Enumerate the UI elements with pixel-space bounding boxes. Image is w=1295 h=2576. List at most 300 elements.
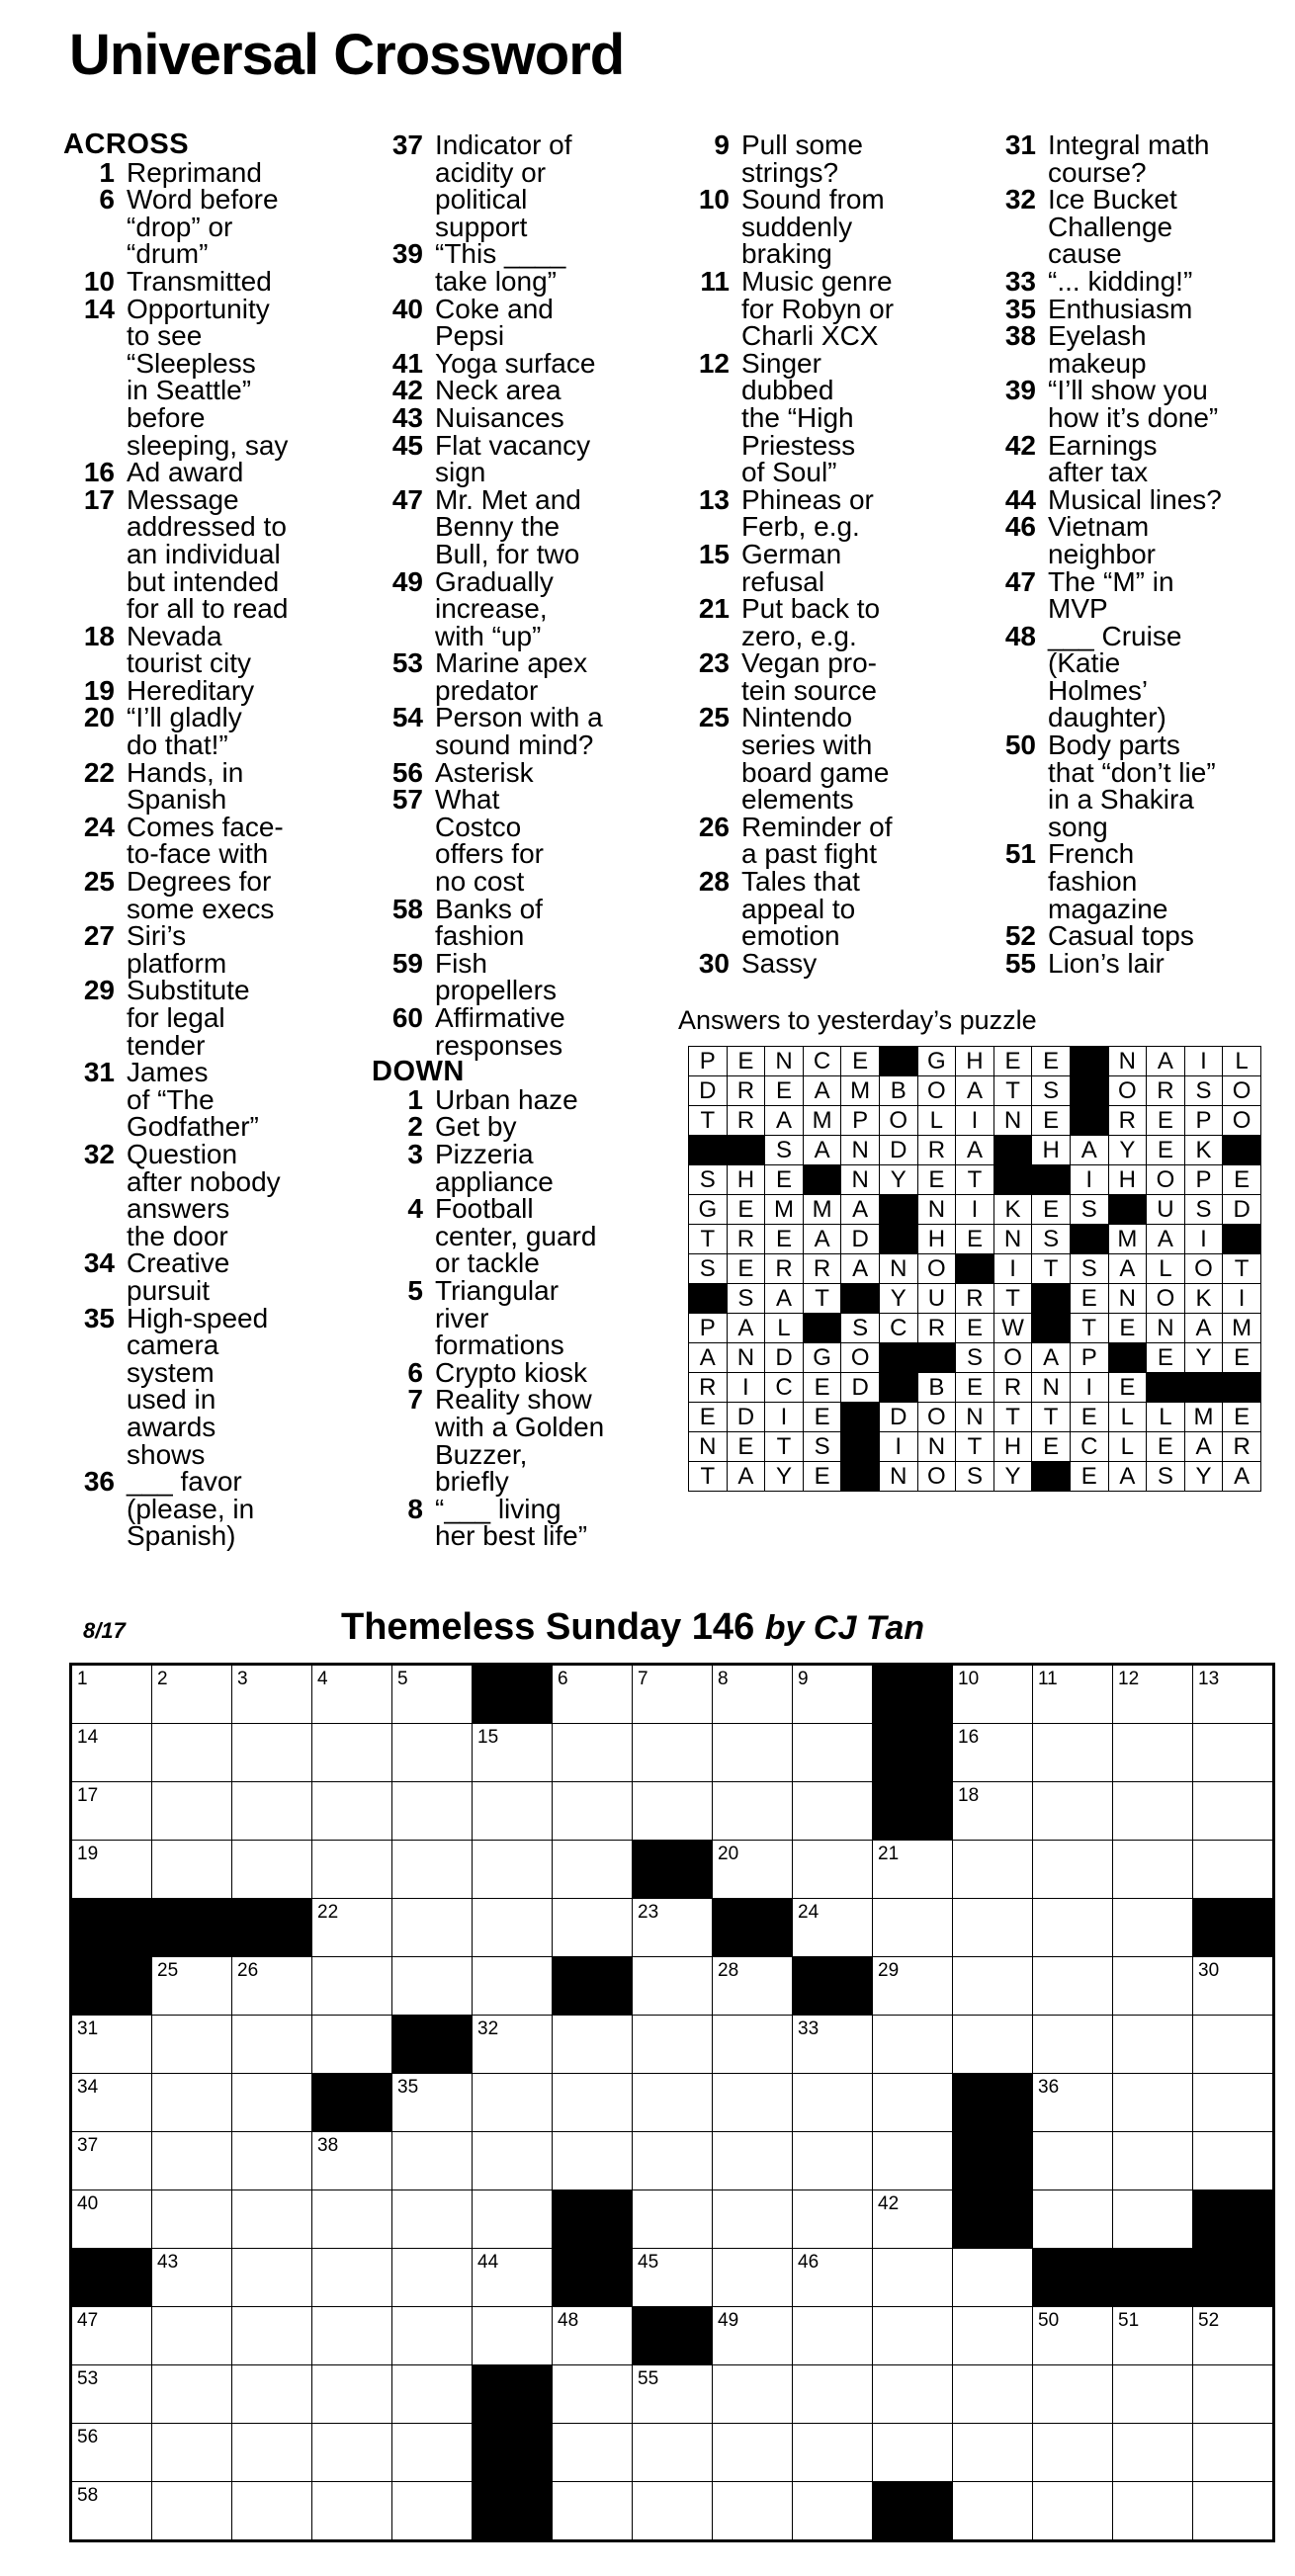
grid-cell[interactable] — [152, 2249, 232, 2307]
answer-cell: N — [917, 1195, 956, 1225]
grid-cell[interactable] — [71, 2132, 152, 2190]
grid-cell[interactable] — [1033, 1899, 1113, 1957]
clue-number: 32 — [83, 1138, 115, 1169]
grid-cell[interactable] — [953, 2307, 1033, 2365]
grid-cell[interactable] — [312, 1957, 392, 2016]
grid-cell[interactable] — [953, 1841, 1033, 1899]
clue-line: German — [741, 538, 842, 569]
cell-number: 35 — [397, 2077, 419, 2098]
grid-cell[interactable] — [312, 2307, 392, 2365]
grid-cell[interactable] — [713, 2424, 793, 2482]
grid-cell[interactable] — [392, 2424, 473, 2482]
clue-line: tein source — [741, 674, 877, 706]
answer-cell: M — [1108, 1225, 1147, 1254]
grid-cell[interactable] — [873, 2190, 953, 2249]
answer-cell: E — [1070, 1403, 1108, 1432]
grid-cell[interactable] — [953, 1957, 1033, 2016]
grid-cell[interactable] — [312, 2424, 392, 2482]
black-square — [1033, 2249, 1113, 2307]
clue-line: predator — [435, 674, 539, 706]
grid-cell[interactable] — [312, 1665, 392, 1724]
grid-cell[interactable] — [873, 1957, 953, 2016]
clue-line: Eyelash — [1048, 320, 1147, 352]
clue-down-23 — [678, 649, 965, 704]
grid-cell[interactable] — [793, 2424, 873, 2482]
grid-cell[interactable] — [713, 2016, 793, 2074]
clue-text — [435, 565, 554, 651]
grid-cell[interactable] — [1193, 2482, 1274, 2541]
answer-cell: R — [917, 1314, 956, 1343]
grid-cell[interactable] — [553, 1782, 633, 1841]
grid-cell[interactable] — [633, 2132, 713, 2190]
answer-cell: I — [993, 1254, 1032, 1284]
grid-cell[interactable] — [152, 1724, 232, 1782]
grid-cell[interactable] — [553, 1899, 633, 1957]
grid-cell[interactable] — [953, 1782, 1033, 1841]
grid-cell[interactable] — [793, 1899, 873, 1957]
grid-cell[interactable] — [633, 2424, 713, 2482]
grid-cell[interactable] — [633, 2016, 713, 2074]
grid-cell[interactable] — [873, 2249, 953, 2307]
grid-cell[interactable] — [392, 2074, 473, 2132]
grid-cell[interactable] — [1113, 1724, 1193, 1782]
grid-cell[interactable] — [633, 2482, 713, 2541]
grid-cell[interactable] — [1113, 1899, 1193, 1957]
grid-cell[interactable] — [392, 2132, 473, 2190]
grid-cell[interactable] — [71, 2190, 152, 2249]
grid-cell[interactable] — [553, 2016, 633, 2074]
grid-cell[interactable] — [953, 2482, 1033, 2541]
grid-cell[interactable] — [793, 2132, 873, 2190]
clue-line: a past fight — [741, 838, 877, 870]
grid-cell[interactable] — [152, 1782, 232, 1841]
grid-cell[interactable] — [1193, 2074, 1274, 2132]
grid-cell[interactable] — [232, 1724, 312, 1782]
puzzle-date: 8/17 — [83, 1618, 126, 1643]
grid-cell[interactable] — [473, 1724, 553, 1782]
clue-text — [127, 977, 250, 1059]
grid-cell[interactable] — [953, 1899, 1033, 1957]
grid-cell[interactable] — [553, 2132, 633, 2190]
grid-cell[interactable] — [793, 1724, 873, 1782]
grid-cell[interactable] — [553, 2365, 633, 2424]
grid-cell[interactable] — [312, 1841, 392, 1899]
black-square — [873, 1665, 953, 1724]
grid-cell[interactable] — [312, 1724, 392, 1782]
grid-cell[interactable] — [953, 2424, 1033, 2482]
grid-cell[interactable] — [312, 2190, 392, 2249]
grid-cell[interactable] — [1113, 2365, 1193, 2424]
answer-cell: E — [1032, 1195, 1071, 1225]
grid-cell[interactable] — [793, 1665, 873, 1724]
grid-cell[interactable] — [1033, 2190, 1113, 2249]
clue-line: Earnings — [1048, 429, 1158, 461]
clue-line: “This ____ — [435, 238, 566, 270]
grid-cell[interactable] — [713, 2482, 793, 2541]
grid-cell[interactable] — [152, 1841, 232, 1899]
answer-cell: E — [1108, 1314, 1147, 1343]
answer-cell: Y — [765, 1462, 804, 1492]
grid-cell[interactable] — [152, 1957, 232, 2016]
grid-cell[interactable] — [1113, 1782, 1193, 1841]
grid-cell[interactable] — [71, 1841, 152, 1899]
grid-cell[interactable] — [953, 1724, 1033, 1782]
grid-cell[interactable] — [312, 2132, 392, 2190]
grid-cell[interactable] — [473, 2190, 553, 2249]
grid-cell[interactable] — [1193, 2307, 1274, 2365]
grid-cell[interactable] — [232, 1782, 312, 1841]
grid-cell[interactable] — [793, 1841, 873, 1899]
answer-cell: P — [841, 1106, 880, 1136]
grid-cell[interactable] — [713, 1724, 793, 1782]
clue-text — [1048, 377, 1218, 431]
grid-cell[interactable] — [473, 1782, 553, 1841]
grid-cell[interactable] — [1193, 1665, 1274, 1724]
grid-cell[interactable] — [713, 2074, 793, 2132]
clue-line: but intended — [127, 565, 280, 597]
grid-cell[interactable] — [1193, 1957, 1274, 2016]
grid-cell[interactable] — [392, 1665, 473, 1724]
grid-cell[interactable] — [1193, 1841, 1274, 1899]
clue-line: zero, e.g. — [741, 620, 857, 651]
clue-across-57 — [372, 784, 658, 898]
answer-cell: O — [917, 1254, 956, 1284]
grid-cell[interactable] — [232, 1665, 312, 1724]
answer-cell: A — [1223, 1462, 1261, 1492]
grid-cell[interactable] — [633, 2249, 713, 2307]
grid-cell[interactable] — [392, 1957, 473, 2016]
grid-cell[interactable] — [473, 2132, 553, 2190]
clue-text — [1048, 947, 1165, 979]
grid-cell[interactable] — [1033, 2132, 1113, 2190]
grid-cell[interactable] — [71, 2307, 152, 2365]
clue-text — [741, 649, 877, 704]
clue-line: Triangular — [435, 1274, 560, 1306]
grid-cell[interactable] — [713, 2249, 793, 2307]
answer-cell: E — [765, 1076, 804, 1106]
grid-cell[interactable] — [473, 2074, 553, 2132]
black-square — [1032, 1284, 1071, 1314]
cell-number: 50 — [1038, 2310, 1060, 2331]
grid-cell[interactable] — [713, 1665, 793, 1724]
grid-cell[interactable] — [152, 2307, 232, 2365]
grid-cell[interactable] — [473, 2249, 553, 2307]
clue-line: daughter) — [1048, 702, 1166, 733]
grid-cell[interactable] — [1193, 1782, 1274, 1841]
clue-down-31 — [985, 131, 1271, 186]
answer-cell: I — [765, 1403, 804, 1432]
clue-line: to-face with — [127, 838, 269, 870]
grid-cell[interactable] — [152, 2074, 232, 2132]
black-square — [803, 1314, 841, 1343]
clue-line: (please, in — [127, 1493, 255, 1524]
grid-cell[interactable] — [473, 2016, 553, 2074]
clue-text — [127, 756, 244, 816]
grid-cell[interactable] — [152, 2016, 232, 2074]
grid-cell[interactable] — [392, 1782, 473, 1841]
grid-cell[interactable] — [1033, 1724, 1113, 1782]
grid-cell[interactable] — [953, 2016, 1033, 2074]
grid-cell[interactable] — [873, 2424, 953, 2482]
grid-cell[interactable] — [553, 1841, 633, 1899]
grid-cell[interactable] — [1033, 1957, 1113, 2016]
clue-number: 52 — [1004, 920, 1036, 952]
grid-cell[interactable] — [312, 2016, 392, 2074]
grid-cell[interactable] — [553, 1665, 633, 1724]
black-square — [473, 2365, 553, 2424]
cell-number: 16 — [958, 1727, 980, 1748]
clue-text — [741, 483, 874, 543]
grid-cell[interactable] — [633, 1665, 713, 1724]
grid-cell[interactable] — [633, 2190, 713, 2249]
grid-cell[interactable] — [71, 1724, 152, 1782]
grid-cell[interactable] — [553, 2074, 633, 2132]
grid-cell[interactable] — [633, 2074, 713, 2132]
clue-down-5 — [372, 1274, 658, 1361]
grid-cell[interactable] — [1193, 2132, 1274, 2190]
answer-cell: R — [1223, 1432, 1261, 1462]
clue-line: Neck area — [435, 375, 561, 406]
grid-cell[interactable] — [953, 2365, 1033, 2424]
grid-cell[interactable] — [1113, 1957, 1193, 2016]
clue-line: take long” — [435, 265, 557, 297]
grid-cell[interactable] — [1113, 2132, 1193, 2190]
grid-cell[interactable] — [71, 1782, 152, 1841]
answer-cell: M — [841, 1076, 880, 1106]
grid-cell[interactable] — [71, 2482, 152, 2541]
grid-cell[interactable] — [713, 1841, 793, 1899]
cell-number: 22 — [317, 1902, 339, 1923]
grid-cell[interactable] — [392, 2482, 473, 2541]
black-square — [1108, 1195, 1147, 1225]
cell-number: 52 — [1198, 2310, 1220, 2331]
grid-cell[interactable] — [633, 1724, 713, 1782]
grid-cell[interactable] — [392, 2307, 473, 2365]
grid-cell[interactable] — [71, 2365, 152, 2424]
grid-cell[interactable] — [392, 1841, 473, 1899]
grid-cell[interactable] — [633, 1782, 713, 1841]
grid-cell[interactable] — [1033, 2482, 1113, 2541]
clue-line: her best life” — [435, 1520, 588, 1552]
grid-cell[interactable] — [1033, 1782, 1113, 1841]
black-square — [879, 1195, 917, 1225]
answer-cell: E — [956, 1373, 994, 1403]
answer-cell: R — [1147, 1076, 1185, 1106]
grid-cell[interactable] — [553, 1724, 633, 1782]
grid-cell[interactable] — [793, 2074, 873, 2132]
clue-number: 42 — [1004, 429, 1036, 461]
grid-cell[interactable] — [152, 2190, 232, 2249]
grid-cell[interactable] — [152, 2132, 232, 2190]
clue-number: 48 — [1004, 620, 1036, 651]
grid-cell[interactable] — [633, 2365, 713, 2424]
grid-cell[interactable] — [392, 1724, 473, 1782]
grid-cell[interactable] — [232, 1841, 312, 1899]
black-square — [879, 1225, 917, 1254]
grid-cell[interactable] — [713, 2365, 793, 2424]
grid-cell[interactable] — [1193, 2424, 1274, 2482]
grid-cell[interactable] — [71, 1665, 152, 1724]
grid-cell[interactable] — [873, 2365, 953, 2424]
clue-line: Message — [127, 483, 239, 515]
grid-cell[interactable] — [1113, 2424, 1193, 2482]
grid-cell[interactable] — [71, 2016, 152, 2074]
grid-cell[interactable] — [1033, 2016, 1113, 2074]
grid-cell[interactable] — [1193, 1724, 1274, 1782]
grid-cell[interactable] — [1033, 2365, 1113, 2424]
clue-line: appeal to — [741, 893, 856, 924]
grid-cell[interactable] — [633, 1957, 713, 2016]
clue-line: Lion’s lair — [1048, 947, 1165, 979]
grid-cell[interactable] — [232, 2132, 312, 2190]
grid-cell[interactable] — [232, 2190, 312, 2249]
grid-cell[interactable] — [1113, 2016, 1193, 2074]
grid-cell[interactable] — [473, 2307, 553, 2365]
grid-cell[interactable] — [793, 2190, 873, 2249]
clue-across-37 — [372, 131, 658, 240]
grid-cell[interactable] — [152, 1665, 232, 1724]
cell-number: 40 — [77, 2193, 99, 2214]
answer-cell: C — [803, 1047, 841, 1076]
clue-line: Hands, in — [127, 756, 244, 788]
grid-cell[interactable] — [873, 1841, 953, 1899]
grid-cell[interactable] — [232, 2074, 312, 2132]
clue-down-32 — [985, 186, 1271, 268]
answer-cell: S — [1070, 1254, 1108, 1284]
clue-text — [435, 1195, 596, 1277]
clue-number: 32 — [1004, 184, 1036, 215]
grid-cell[interactable] — [392, 2249, 473, 2307]
grid-cell[interactable] — [1113, 2482, 1193, 2541]
grid-cell[interactable] — [232, 2424, 312, 2482]
grid-cell[interactable] — [71, 2424, 152, 2482]
grid-cell[interactable] — [633, 1899, 713, 1957]
black-square — [1032, 1314, 1071, 1343]
grid-cell[interactable] — [793, 2482, 873, 2541]
grid-cell[interactable] — [1113, 1841, 1193, 1899]
clue-number: 28 — [698, 866, 730, 898]
grid-cell[interactable] — [1113, 2307, 1193, 2365]
answer-cell: E — [1223, 1165, 1261, 1195]
answer-cell: M — [1223, 1314, 1261, 1343]
answer-cell: O — [1223, 1076, 1261, 1106]
clue-line: propellers — [435, 975, 557, 1006]
grid-cell[interactable] — [1113, 2074, 1193, 2132]
grid-cell[interactable] — [953, 1665, 1033, 1724]
grid-cell[interactable] — [1113, 1665, 1193, 1724]
grid-cell[interactable] — [553, 2482, 633, 2541]
grid-cell[interactable] — [473, 1841, 553, 1899]
grid-cell[interactable] — [152, 2482, 232, 2541]
grid-cell[interactable] — [312, 1782, 392, 1841]
grid-cell[interactable] — [312, 2249, 392, 2307]
grid-cell[interactable] — [1033, 2307, 1113, 2365]
grid-cell[interactable] — [473, 1899, 553, 1957]
clue-across-41 — [372, 347, 658, 379]
grid-cell[interactable] — [873, 2016, 953, 2074]
grid-cell[interactable] — [713, 1957, 793, 2016]
grid-cell[interactable] — [232, 2016, 312, 2074]
cell-number: 17 — [77, 1785, 99, 1806]
grid-cell[interactable] — [1193, 2016, 1274, 2074]
grid-cell[interactable] — [152, 2424, 232, 2482]
cell-number: 56 — [77, 2427, 99, 2447]
grid-cell[interactable] — [793, 2307, 873, 2365]
grid-cell[interactable] — [392, 2190, 473, 2249]
black-square — [689, 1284, 728, 1314]
grid-cell[interactable] — [713, 2132, 793, 2190]
grid-cell[interactable] — [873, 2132, 953, 2190]
grid-cell[interactable] — [232, 2307, 312, 2365]
clue-number: 20 — [83, 702, 115, 733]
grid-cell[interactable] — [312, 2482, 392, 2541]
grid-cell[interactable] — [232, 2365, 312, 2424]
clue-text — [741, 947, 818, 979]
clue-number: 53 — [391, 647, 423, 679]
grid-cell[interactable] — [713, 2190, 793, 2249]
grid-cell[interactable] — [713, 2307, 793, 2365]
grid-cell[interactable] — [1193, 2365, 1274, 2424]
clue-down-11 — [678, 265, 965, 352]
black-square — [841, 1284, 880, 1314]
clue-line: Transmitted — [127, 265, 272, 297]
grid-cell[interactable] — [953, 2249, 1033, 2307]
grid-cell[interactable] — [312, 1899, 392, 1957]
grid-cell[interactable] — [1113, 2190, 1193, 2249]
grid-cell[interactable] — [713, 1782, 793, 1841]
clue-line: awards — [127, 1411, 216, 1442]
answer-cell: E — [727, 1195, 765, 1225]
answer-cell: L — [1147, 1254, 1185, 1284]
grid-cell[interactable] — [232, 1957, 312, 2016]
grid-cell[interactable] — [793, 2249, 873, 2307]
grid-cell[interactable] — [793, 1782, 873, 1841]
grid-cell[interactable] — [1033, 2074, 1113, 2132]
grid-cell[interactable] — [1033, 1665, 1113, 1724]
grid-cell[interactable] — [873, 2074, 953, 2132]
answer-cell: S — [765, 1136, 804, 1165]
grid-cell[interactable] — [232, 2482, 312, 2541]
answer-cell: K — [993, 1195, 1032, 1225]
grid-cell[interactable] — [553, 2424, 633, 2482]
grid-cell[interactable] — [392, 1899, 473, 1957]
grid-cell[interactable] — [392, 2365, 473, 2424]
grid-cell[interactable] — [312, 2365, 392, 2424]
clue-line: Indicator of — [435, 129, 572, 160]
clue-text — [741, 186, 885, 268]
grid-cell[interactable] — [152, 2365, 232, 2424]
grid-cell[interactable] — [873, 1899, 953, 1957]
clue-across-34 — [63, 1249, 360, 1304]
grid-cell[interactable] — [793, 2016, 873, 2074]
grid-cell[interactable] — [473, 1957, 553, 2016]
clue-line: Bull, for two — [435, 538, 580, 569]
answer-cell: N — [879, 1462, 917, 1492]
clue-line: James — [127, 1057, 209, 1088]
grid-cell[interactable] — [873, 2307, 953, 2365]
grid-cell[interactable] — [1033, 1841, 1113, 1899]
grid-cell[interactable] — [232, 2249, 312, 2307]
grid-cell[interactable] — [71, 2074, 152, 2132]
clue-across-24 — [63, 811, 360, 870]
cell-number: 33 — [798, 2018, 820, 2039]
clue-line: Crypto kiosk — [435, 1356, 588, 1388]
grid-cell[interactable] — [1033, 2424, 1113, 2482]
grid-cell[interactable] — [553, 2307, 633, 2365]
grid-cell[interactable] — [793, 2365, 873, 2424]
clue-across-10 — [63, 265, 360, 297]
clue-line: “I’ll show you — [1048, 375, 1208, 406]
